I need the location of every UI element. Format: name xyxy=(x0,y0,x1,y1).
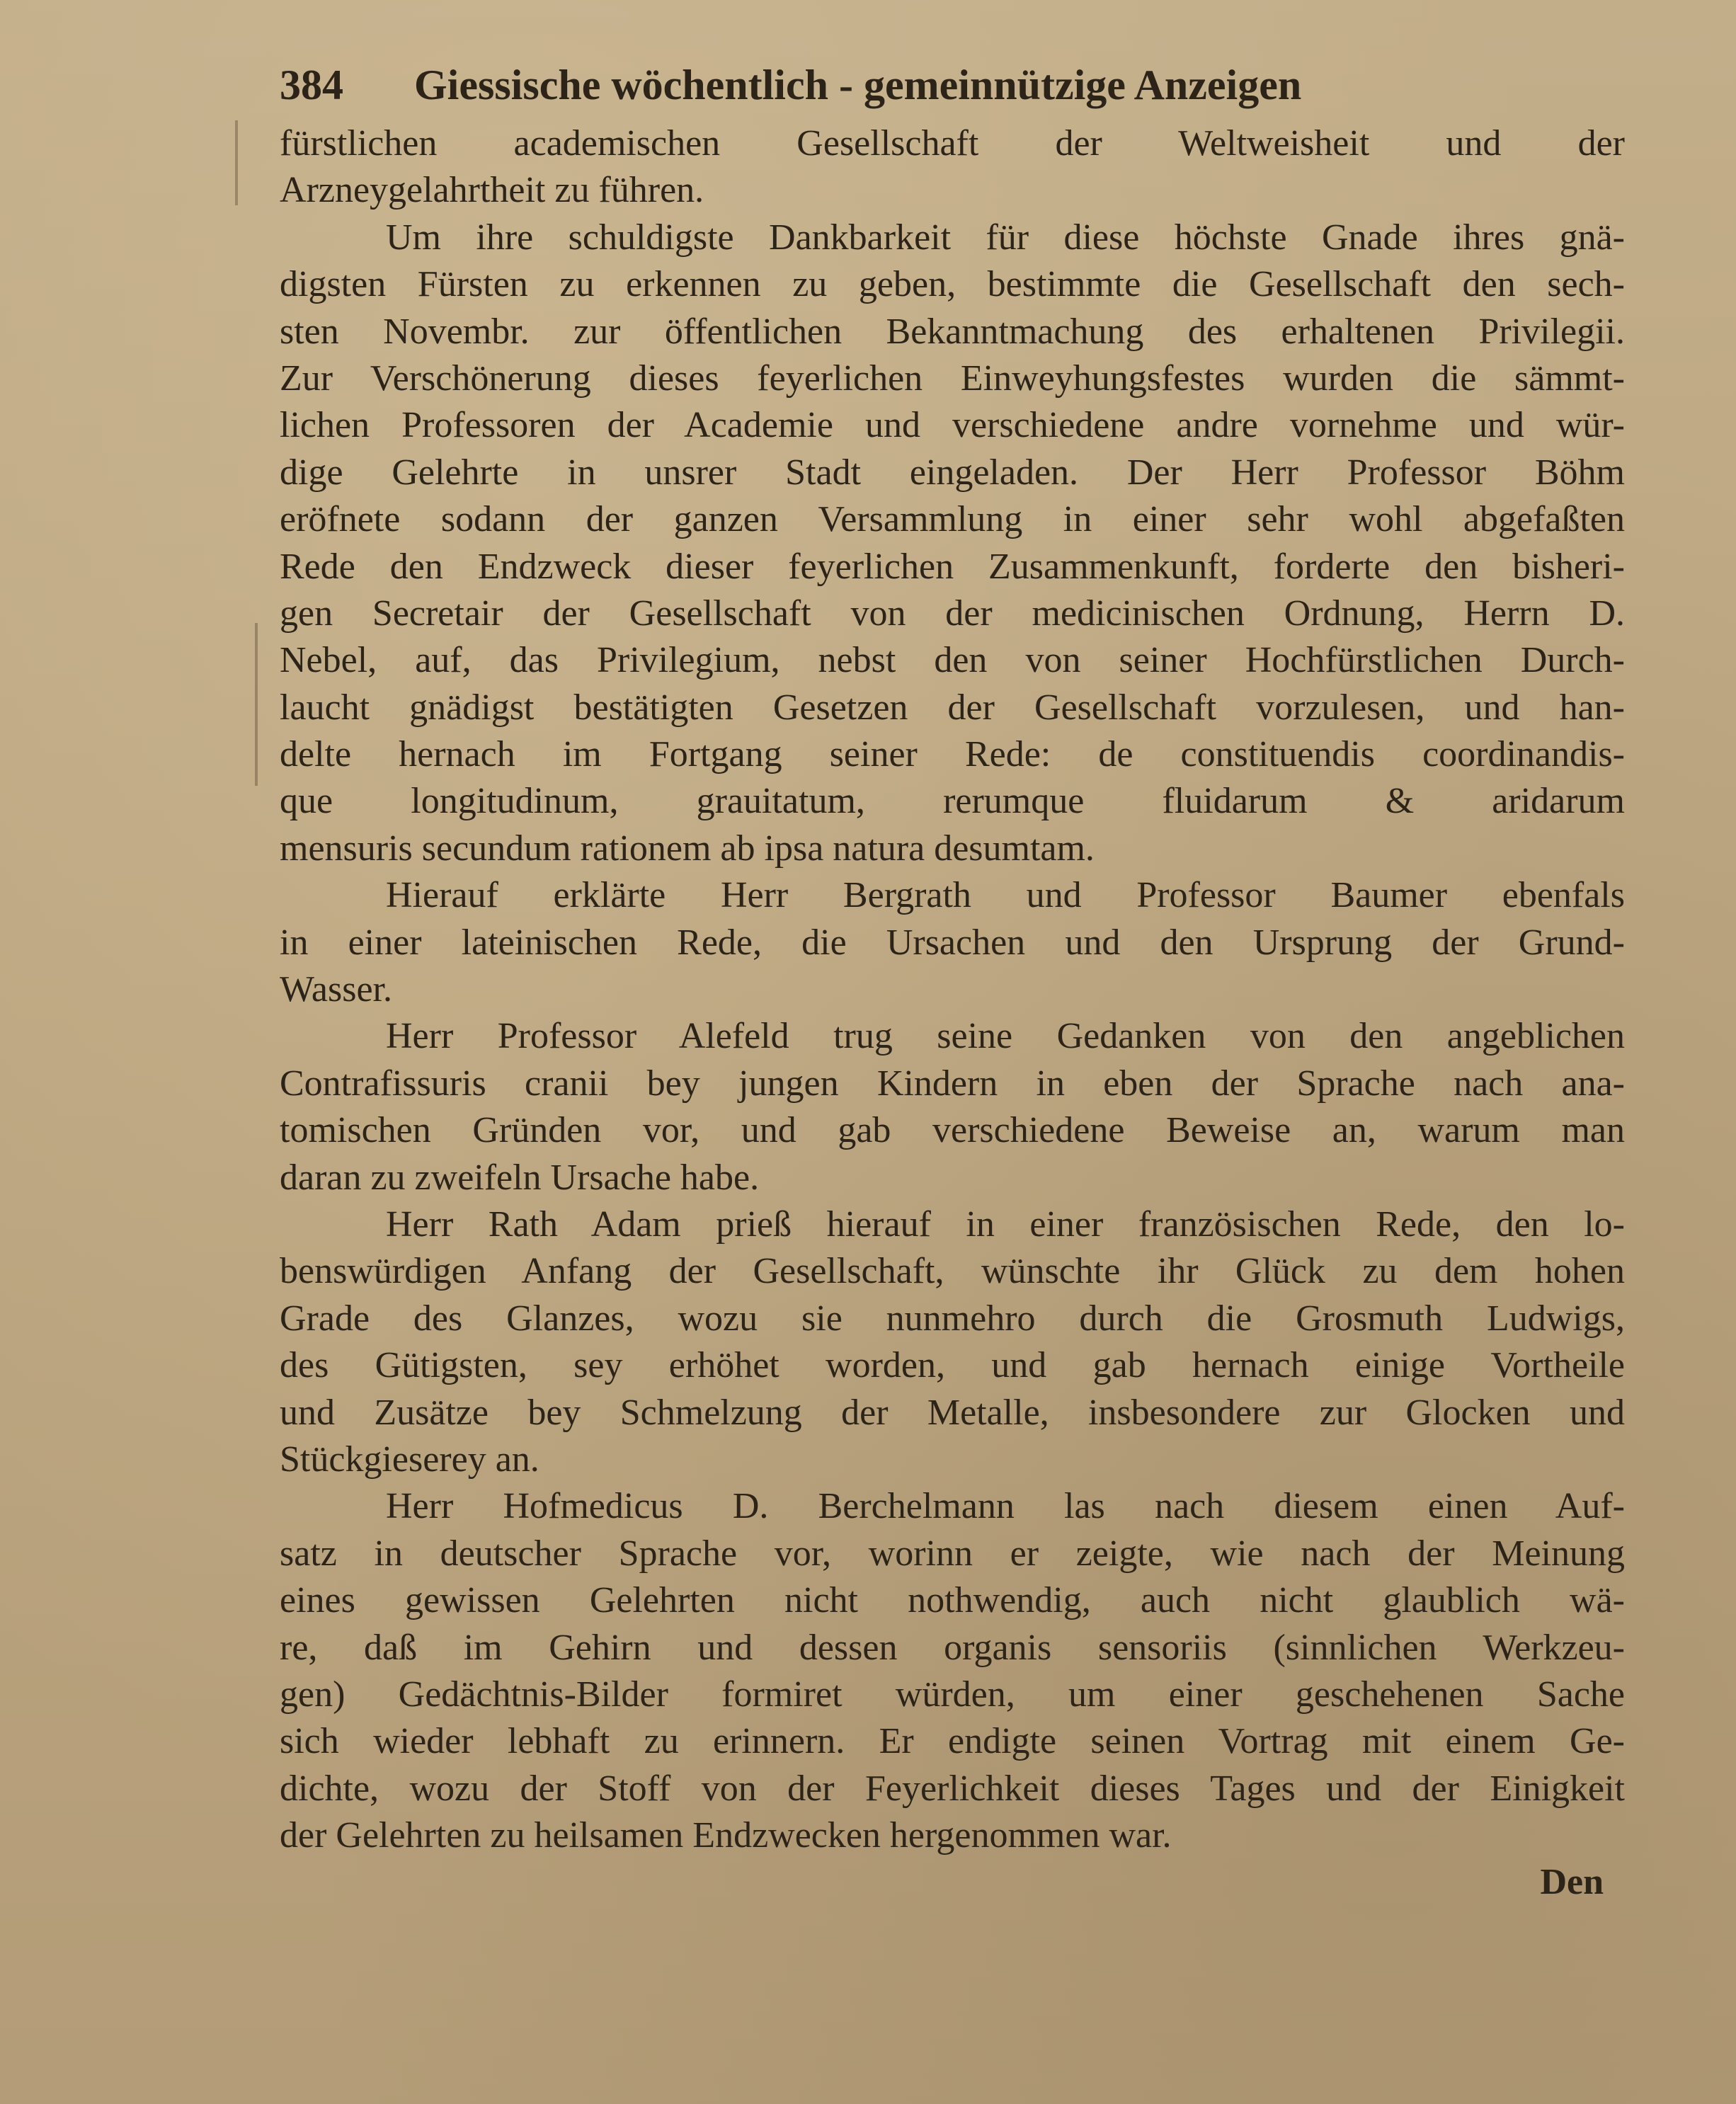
text-line: mensuris secundum rationem ab ipsa natura desumtam. xyxy=(280,828,1095,869)
text-line: dige Gelehrte in unsrer Stadt eingeladen. Der Herr Professor Böhm xyxy=(280,452,1625,493)
text-line: dichte, wozu der Stoff von der Feyerlichkeit dieses Tages und der Einigkeit xyxy=(280,1768,1625,1809)
text-line: Rede den Endzweck dieser feyerlichen Zusammenkunft, forderte den bisheri- xyxy=(280,546,1625,587)
running-title: Giessische wöchentlich - gemeinnützige Anzeigen xyxy=(414,62,1302,108)
text-line: Stückgieserey an. xyxy=(280,1439,539,1480)
text-line: des Gütigsten, sey erhöhet worden, und gab hernach einige Vortheile xyxy=(280,1345,1625,1386)
text-line: Herr Professor Alefeld trug seine Gedanken von den angeblichen xyxy=(386,1016,1625,1057)
text-line: gen Secretair der Gesellschaft von der medicinischen Ordnung, Herrn D. xyxy=(280,593,1625,634)
text-line: sten Novembr. zur öffentlichen Bekanntmachung des erhaltenen Privilegii. xyxy=(280,311,1625,352)
text-line: gen) Gedächtnis-Bilder formiret würden, um einer geschehenen Sache xyxy=(280,1674,1625,1715)
text-line: laucht gnädigst bestätigten Gesetzen der Gesellschaft vorzulesen, und han- xyxy=(280,687,1625,728)
margin-mark xyxy=(235,120,238,205)
text-line: Wasser. xyxy=(280,969,392,1010)
text-line: delte hernach im Fortgang seiner Rede: de constituendis coordinandis- xyxy=(280,734,1625,775)
margin-mark xyxy=(255,623,258,786)
text-line: re, daß im Gehirn und dessen organis sensoriis (sinnlichen Werkzeu- xyxy=(280,1627,1625,1668)
text-block xyxy=(280,50,1625,1906)
text-line: Grade des Glanzes, wozu sie nunmehro durch die Grosmuth Ludwigs, xyxy=(280,1298,1625,1339)
text-line: in einer lateinischen Rede, die Ursachen und den Ursprung der Grund- xyxy=(280,922,1625,963)
text-line: lichen Professoren der Academie und verschiedene andre vornehme und wür- xyxy=(280,405,1625,446)
text-line: Herr Hofmedicus D. Berchelmann las nach diesem einen Auf- xyxy=(386,1486,1625,1527)
text-line: Zur Verschönerung dieses feyerlichen Einweyhungsfestes wurden die sämmt- xyxy=(280,358,1625,399)
body-text xyxy=(280,120,1625,1859)
catchword: Den xyxy=(1540,1862,1604,1903)
text-line: fürstlichen academischen Gesellschaft der Weltweisheit und der xyxy=(280,123,1625,164)
text-line: der Gelehrten zu heilsamen Endzwecken hergenommen war. xyxy=(280,1815,1172,1856)
text-line: que longitudinum, grauitatum, rerumque fluidarum & aridarum xyxy=(280,781,1625,822)
text-line: sich wieder lebhaft zu erinnern. Er endigte seinen Vortrag mit einem Ge- xyxy=(280,1721,1625,1762)
text-line: eröfnete sodann der ganzen Versammlung in einer sehr wohl abgefaßten xyxy=(280,499,1625,540)
text-line: daran zu zweifeln Ursache habe. xyxy=(280,1157,760,1198)
text-line: Um ihre schuldigste Dankbarkeit für diese höchste Gnade ihres gnä- xyxy=(386,217,1625,258)
text-line: und Zusätze bey Schmelzung der Metalle, insbesondere zur Glocken und xyxy=(280,1392,1625,1433)
text-line: digsten Fürsten zu erkennen zu geben, bestimmte die Gesellschaft den sech- xyxy=(280,264,1625,305)
text-line: Nebel, auf, das Privilegium, nebst den von seiner Hochfürstlichen Durch- xyxy=(280,640,1625,681)
running-header xyxy=(280,50,1625,120)
text-line: benswürdigen Anfang der Gesellschaft, wünschte ihr Glück zu dem hohen xyxy=(280,1251,1625,1292)
text-line: tomischen Gründen vor, und gab verschiedene Beweise an, warum man xyxy=(280,1110,1625,1151)
text-line: Contrafissuris cranii bey jungen Kindern in eben der Sprache nach ana- xyxy=(280,1063,1625,1104)
text-line: satz in deutscher Sprache vor, worinn er zeigte, wie nach der Meinung xyxy=(280,1533,1625,1574)
text-line: Arzneygelahrtheit zu führen. xyxy=(280,170,704,211)
page-number: 384 xyxy=(280,62,343,108)
text-line: Herr Rath Adam prieß hierauf in einer französischen Rede, den lo- xyxy=(386,1203,1625,1245)
text-line: Hierauf erklärte Herr Bergrath und Professor Baumer ebenfals xyxy=(386,875,1625,916)
text-line: eines gewissen Gelehrten nicht nothwendig, auch nicht glaublich wä- xyxy=(280,1580,1625,1621)
